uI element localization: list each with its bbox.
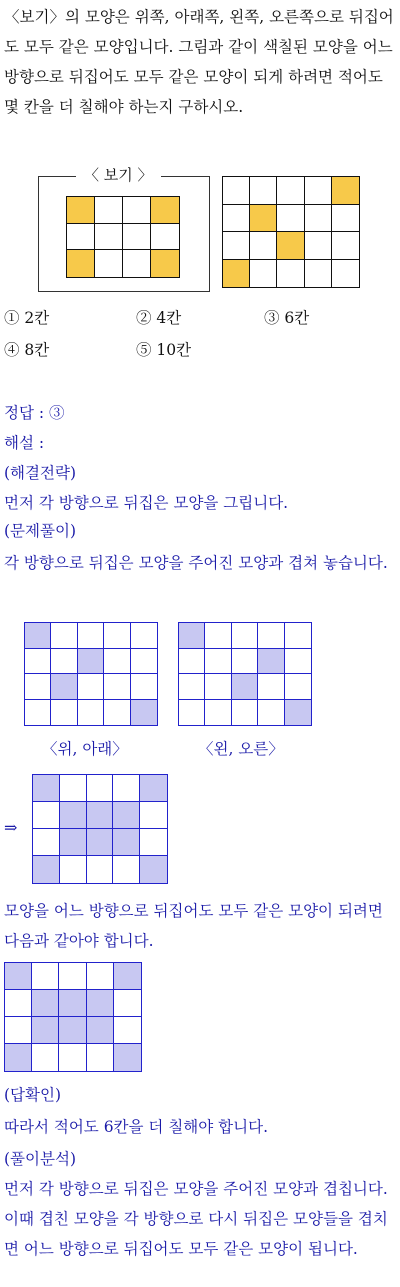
grid-cell xyxy=(104,674,130,700)
grid-cell-filled xyxy=(59,1017,86,1044)
grid-cell xyxy=(51,623,77,649)
grid-cell-filled xyxy=(32,990,59,1017)
grid-cell-filled xyxy=(232,674,258,700)
grid-cell-filled xyxy=(140,856,167,883)
grid-cell-filled xyxy=(25,623,51,649)
grid-cell xyxy=(32,1044,59,1071)
grid-cell xyxy=(104,649,130,675)
grid-cell-filled xyxy=(113,829,140,856)
grid-cell xyxy=(131,649,157,675)
solution-text: 각 방향으로 뒤집은 모양을 주어진 모양과 겹쳐 놓습니다. xyxy=(4,554,388,572)
grid-cell-filled xyxy=(87,1017,114,1044)
grid-cell xyxy=(179,674,205,700)
grid-cell xyxy=(25,700,51,726)
grid-cell xyxy=(87,775,114,802)
grid-cell xyxy=(277,177,304,205)
result-text: 모양을 어느 방향으로 뒤집어도 모두 같은 모양이 되려면 다음과 같아야 합니다. xyxy=(4,902,383,950)
grid-cell xyxy=(232,649,258,675)
grid-cell xyxy=(33,802,60,829)
grid-cell-filled xyxy=(87,990,114,1017)
grid-cell-filled xyxy=(258,649,284,675)
grid-cell xyxy=(123,224,151,251)
grid-cell xyxy=(32,963,59,990)
example-label: 〈 보기 〉 xyxy=(76,164,161,186)
grid-cell-filled xyxy=(113,802,140,829)
grid-cell xyxy=(232,700,258,726)
grid-cell xyxy=(223,205,250,233)
choice-3[interactable]: ③ 6칸 xyxy=(264,309,310,327)
grid-cell xyxy=(305,260,332,288)
grid-cell xyxy=(332,232,359,260)
flip-caption-leftright: 〈왼, 오른〉 xyxy=(198,740,284,758)
grid-cell xyxy=(25,674,51,700)
grid-cell xyxy=(95,224,123,251)
grid-cell-filled xyxy=(223,260,250,288)
grid-cell xyxy=(140,802,167,829)
grid-cell-filled xyxy=(151,250,179,277)
grid-cell-filled xyxy=(140,775,167,802)
grid-cell-filled xyxy=(33,856,60,883)
grid-cell-filled xyxy=(67,250,95,277)
strategy-title: (해결전략) xyxy=(4,464,76,482)
grid-cell-filled xyxy=(114,963,141,990)
grid-cell xyxy=(250,232,277,260)
grid-cell-filled xyxy=(32,1017,59,1044)
grid-cell xyxy=(131,623,157,649)
grid-cell xyxy=(104,700,130,726)
grid-cell xyxy=(51,700,77,726)
grid-cell xyxy=(285,674,311,700)
grid-cell xyxy=(67,224,95,251)
grid-cell xyxy=(258,623,284,649)
grid-cell xyxy=(123,250,151,277)
grid-cell xyxy=(123,197,151,224)
explanation-heading: 해설 : xyxy=(4,434,45,452)
grid-cell xyxy=(78,674,104,700)
grid-cell xyxy=(179,649,205,675)
grid-cell xyxy=(87,856,114,883)
solution-title: (문제풀이) xyxy=(4,522,76,540)
grid-cell xyxy=(87,1044,114,1071)
grid-cell xyxy=(232,623,258,649)
grid-cell xyxy=(285,623,311,649)
grid-cell xyxy=(59,1044,86,1071)
grid-cell xyxy=(205,649,231,675)
grid-cell xyxy=(113,775,140,802)
overlay-grid xyxy=(32,774,168,884)
grid-cell xyxy=(113,856,140,883)
grid-cell xyxy=(131,674,157,700)
grid-cell xyxy=(258,674,284,700)
grid-cell xyxy=(25,649,51,675)
grid-cell xyxy=(87,963,114,990)
grid-cell-filled xyxy=(114,1044,141,1071)
grid-cell-filled xyxy=(332,177,359,205)
analysis-text: 먼저 각 방향으로 뒤집은 모양을 주어진 모양과 겹칩니다. 이때 겹친 모양을 각 방향으로 다시 뒤집은 모양들을 겹치면 어느 방향으로 뒤집어도 모두 같은 모양이 됩니다. xyxy=(4,1180,388,1258)
grid-cell-filled xyxy=(33,775,60,802)
grid-cell xyxy=(223,177,250,205)
grid-cell xyxy=(332,260,359,288)
grid-cell-filled xyxy=(277,232,304,260)
grid-cell-filled xyxy=(59,990,86,1017)
grid-cell xyxy=(258,700,284,726)
check-title: (답확인) xyxy=(4,1086,62,1104)
grid-cell xyxy=(205,700,231,726)
grid-cell xyxy=(285,649,311,675)
grid-cell xyxy=(5,990,32,1017)
grid-cell-filled xyxy=(131,700,157,726)
grid-cell-filled xyxy=(87,829,114,856)
grid-cell xyxy=(205,623,231,649)
choice-2[interactable]: ② 4칸 xyxy=(136,309,182,327)
grid-cell xyxy=(114,990,141,1017)
question-text: 〈보기〉의 모양은 위쪽, 아래쪽, 왼쪽, 오른쪽으로 뒤집어도 모두 같은 모양입니다. 그림과 같이 색칠된 모양을 어느 방향으로 뒤집어도 모두 같은 모양이 되게 하려면 적어도 몇 칸을 더 칠해야 하는지 구하시오. xyxy=(4,8,394,116)
flip-grid-leftright xyxy=(178,622,312,726)
grid-cell xyxy=(179,700,205,726)
answer: 정답 : ③ xyxy=(4,404,65,422)
grid-cell xyxy=(114,1017,141,1044)
example-grid xyxy=(66,196,180,278)
grid-cell xyxy=(51,649,77,675)
grid-cell-filled xyxy=(151,197,179,224)
grid-cell-filled xyxy=(250,205,277,233)
grid-cell xyxy=(59,963,86,990)
grid-cell xyxy=(277,205,304,233)
grid-cell xyxy=(305,232,332,260)
grid-cell xyxy=(250,260,277,288)
grid-cell-filled xyxy=(5,1044,32,1071)
grid-cell xyxy=(95,250,123,277)
choice-4[interactable]: ④ 8칸 xyxy=(4,341,50,359)
grid-cell xyxy=(223,232,250,260)
grid-cell-filled xyxy=(78,649,104,675)
grid-cell-filled xyxy=(285,700,311,726)
grid-cell xyxy=(151,224,179,251)
grid-cell xyxy=(305,205,332,233)
grid-cell-filled xyxy=(51,674,77,700)
grid-cell-filled xyxy=(5,963,32,990)
grid-cell xyxy=(305,177,332,205)
grid-cell-filled xyxy=(60,802,87,829)
grid-cell xyxy=(140,829,167,856)
choice-1[interactable]: ① 2칸 xyxy=(4,309,50,327)
grid-cell-filled xyxy=(179,623,205,649)
grid-cell-filled xyxy=(60,829,87,856)
grid-cell xyxy=(95,197,123,224)
grid-cell xyxy=(60,775,87,802)
grid-cell xyxy=(205,674,231,700)
given-grid xyxy=(222,176,360,288)
grid-cell xyxy=(60,856,87,883)
grid-cell xyxy=(33,829,60,856)
arrow-icon: ⇒ xyxy=(4,818,18,837)
flip-caption-updown: 〈위, 아래〉 xyxy=(42,740,128,758)
strategy-text: 먼저 각 방향으로 뒤집은 모양을 그립니다. xyxy=(4,494,289,512)
check-text: 따라서 적어도 6칸을 더 칠해야 합니다. xyxy=(4,1118,269,1136)
grid-cell xyxy=(332,205,359,233)
analysis-title: (풀이분석) xyxy=(4,1150,76,1168)
grid-cell xyxy=(104,623,130,649)
flip-grid-updown xyxy=(24,622,158,726)
grid-cell-filled xyxy=(67,197,95,224)
grid-cell xyxy=(78,700,104,726)
choice-5[interactable]: ⑤ 10칸 xyxy=(136,341,192,359)
grid-cell xyxy=(5,1017,32,1044)
final-grid xyxy=(4,962,142,1072)
grid-cell-filled xyxy=(87,802,114,829)
grid-cell xyxy=(250,177,277,205)
grid-cell xyxy=(277,260,304,288)
grid-cell xyxy=(78,623,104,649)
